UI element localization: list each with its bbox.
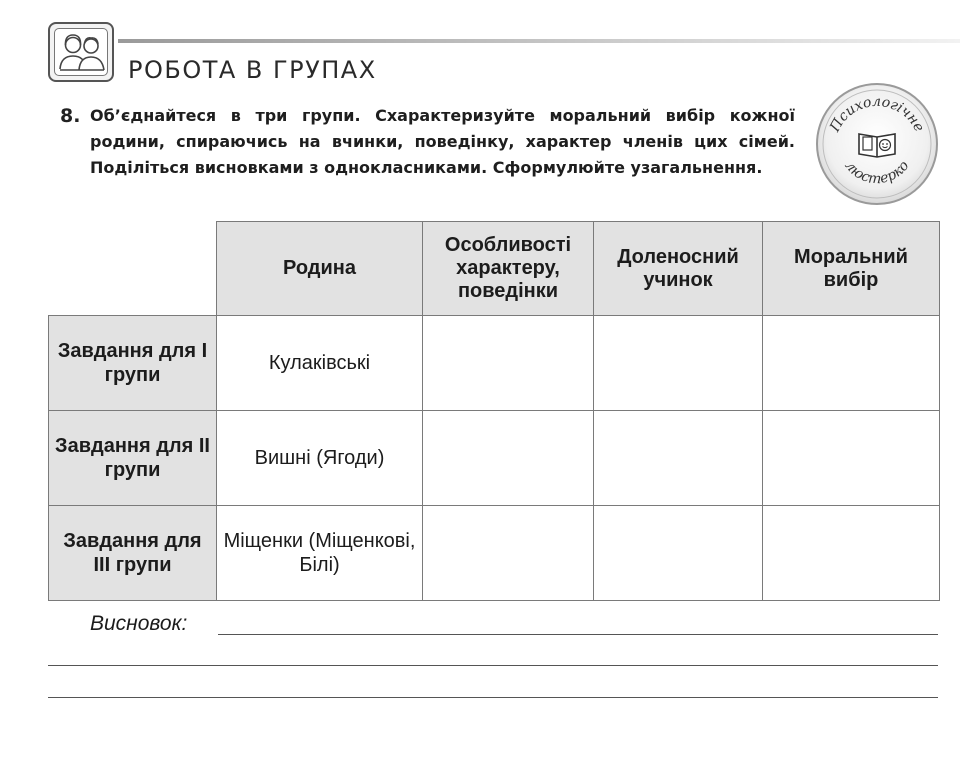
two-people-icon (55, 29, 109, 77)
section-header (48, 20, 960, 90)
group-2-label: Завдання для ІІ групи (49, 411, 217, 506)
task-text: Об’єднайтеся в три групи. Схарактеризуйте моральний вибір кожної родини, спираючись на вчинки, поведінку, характер членів цих сімей. Поділіться висновками з однокласниками. Сформулюйте узагальнення. (90, 106, 795, 177)
family-cell: Вишні (Ягоди) (217, 411, 423, 506)
conclusion-label: Висновок: (90, 612, 188, 635)
table-row (49, 506, 940, 601)
answer-cell[interactable] (594, 411, 763, 506)
table-row (49, 411, 940, 506)
answer-cell[interactable] (763, 411, 940, 506)
answer-cell[interactable] (423, 506, 594, 601)
book-mirror-icon (859, 134, 895, 157)
family-cell: Кулаківські (217, 316, 423, 411)
group-3-label: Завдання для ІІІ групи (49, 506, 217, 601)
answer-cell[interactable] (763, 506, 940, 601)
header-family: Родина (217, 222, 423, 316)
table-corner (49, 222, 217, 316)
answer-cell[interactable] (594, 506, 763, 601)
header-fateful-deed: Доленосний учинок (594, 222, 763, 316)
family-cell: Міщенки (Міщенкові, Білі) (217, 506, 423, 601)
answer-cell[interactable] (763, 316, 940, 411)
conclusion-answer-line[interactable] (48, 665, 938, 666)
answer-cell[interactable] (423, 411, 594, 506)
badge-top-text: Психологічне (827, 93, 928, 135)
group-1-label: Завдання для І групи (49, 316, 217, 411)
header-character: Особливості характеру, поведінки (423, 222, 594, 316)
badge-bottom-text: люстерко (841, 157, 913, 188)
psychology-mirror-badge (815, 82, 939, 206)
group-work-icon-frame (48, 22, 114, 82)
answer-cell[interactable] (594, 316, 763, 411)
section-title: РОБОТА В ГРУПАХ (128, 56, 377, 84)
task-number: 8. (60, 105, 81, 127)
table-row (49, 316, 940, 411)
answer-cell[interactable] (423, 316, 594, 411)
families-table (48, 221, 940, 601)
conclusion-answer-line[interactable] (218, 634, 938, 635)
conclusion-answer-line[interactable] (48, 697, 938, 698)
header-moral-choice: Моральний вибір (763, 222, 940, 316)
task-block (60, 103, 795, 181)
header-divider (118, 39, 960, 43)
